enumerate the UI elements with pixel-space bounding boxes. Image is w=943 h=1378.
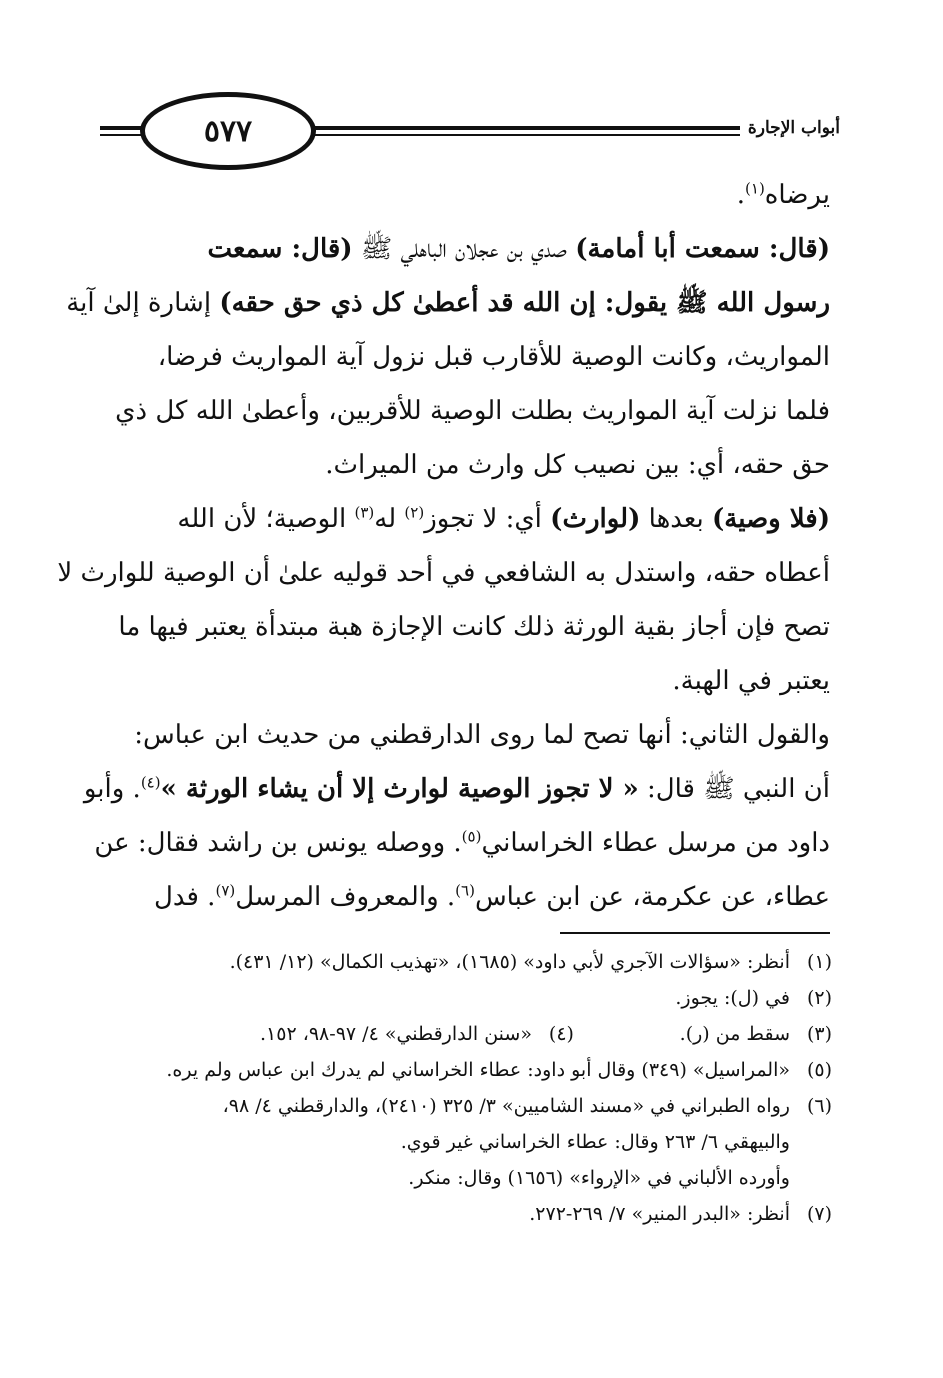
text-line: [103, 654, 830, 708]
text-segment: أن النبي ﷺ قال:: [638, 774, 830, 804]
footnote: [120, 1196, 832, 1232]
footnotes: [120, 944, 832, 1232]
footnote-marker[interactable]: (٣): [354, 503, 375, 522]
footnote-marker[interactable]: (٧): [215, 881, 236, 900]
footnote-text: «سنن الدارقطني» ٤/ ٩٧-٩٨، ١٥٢.: [260, 1023, 532, 1045]
footnote-text: والبيهقي ٦/ ٢٦٣ وقال: عطاء الخراساني غير قوي.: [400, 1131, 790, 1153]
text-segment: تصح فإن أجاز بقية الورثة ذلك كانت الإجازة هبة مبتدأة يعتبر فيها ما: [118, 612, 830, 642]
text-segment: (قال: سمعت أبا أمامة): [575, 234, 830, 264]
header-title: أبواب الإجارة: [740, 118, 840, 138]
text-line: [103, 330, 830, 384]
footnote-number: (٤): [548, 1023, 574, 1045]
text-segment: يعتبر في الهبة.: [672, 666, 830, 696]
footnote-text: في (ل): يجوز.: [675, 987, 790, 1009]
footnote-number: (٣): [806, 1023, 832, 1045]
text-segment: إشارة إلىٰ آية: [66, 288, 220, 318]
text-segment: . وأبو: [83, 774, 141, 804]
text-line: [83, 762, 830, 816]
text-line: [57, 546, 830, 600]
text-segment: حق حقه، أي: بين نصيب كل وارث من الميراث.: [325, 450, 830, 480]
footnote-text: «المراسيل» (٣٤٩) وقال أبو داود: عطاء الخراساني لم يدرك ابن عباس ولم يره.: [166, 1059, 790, 1081]
footnote-marker[interactable]: (٢): [404, 503, 425, 522]
footnote-marker[interactable]: (١): [745, 179, 765, 198]
footnote: [120, 1160, 832, 1196]
footnote-number: (٥): [806, 1059, 832, 1081]
running-header: [100, 92, 840, 172]
text-line: [66, 276, 830, 330]
text-segment: الوصية؛ لأن الله: [177, 504, 355, 534]
footnote-text: سقط من (ر).: [679, 1023, 790, 1045]
text-line: [103, 492, 830, 546]
footnote-separator: [560, 932, 830, 934]
footnote-text: وأورده الألباني في «الإرواء» (١٦٥٦) وقال: منكر.: [408, 1167, 790, 1189]
text-segment: . ووصله يونس بن راشد فقال: عن: [94, 828, 462, 858]
footnote: [120, 1016, 832, 1052]
footnote-marker[interactable]: (٤): [140, 773, 161, 792]
footnote: [120, 980, 832, 1016]
text-line: [103, 438, 830, 492]
text-segment: بعدها: [640, 504, 712, 534]
footnote-marker[interactable]: (٦): [455, 881, 475, 900]
text-segment: له: [374, 504, 405, 534]
text-segment: (قال: سمعت: [207, 234, 353, 264]
text-segment: فلما نزلت آية المواريث بطلت الوصية للأقربين، وأعطىٰ الله كل ذي: [115, 396, 830, 426]
footnote-inline-second: [260, 1016, 574, 1052]
text-line: [103, 600, 830, 654]
footnote-number: (٧): [806, 1203, 832, 1225]
text-line: [103, 870, 830, 924]
text-segment: . فدل: [153, 882, 216, 912]
footnote: [120, 944, 832, 980]
footnote: [120, 1052, 832, 1088]
text-segment: والقول الثاني: أنها تصح لما روى الدارقطني من حديث ابن عباس:: [134, 720, 830, 750]
footnote-number: (١): [806, 951, 832, 973]
text-segment: يرضاه: [764, 180, 830, 210]
text-segment: (لوارث): [550, 504, 641, 534]
text-line: [94, 816, 830, 870]
footnote-text: رواه الطبراني في «مسند الشاميين» ٣/ ٣٢٥ (٢٤١٠)، والدارقطني ٤/ ٩٨،: [222, 1095, 790, 1117]
text-segment: . والمعروف المرسل: [235, 882, 456, 912]
footnote: [120, 1088, 832, 1124]
footnote-number: (٦): [806, 1095, 832, 1117]
footnote-number: (٢): [806, 987, 832, 1009]
page-number: ٥٧٧: [140, 92, 316, 170]
main-text: [57, 168, 830, 924]
text-line: [103, 168, 830, 222]
text-segment: (فلا وصية): [711, 504, 830, 534]
text-segment: رسول الله ﷺ يقول: إن الله قد أعطىٰ كل ذي حق حقه): [219, 288, 830, 318]
text-line: [103, 384, 830, 438]
footnote-text: أنظر: «سؤالات الآجري لأبي داود» (١٦٨٥)، «تهذيب الكمال» (١٢/ ٤٣١).: [229, 951, 790, 973]
text-segment: المواريث، وكانت الوصية للأقارب قبل نزول آية المواريث فرضا،: [157, 342, 830, 372]
text-segment: .: [736, 180, 746, 210]
text-segment: صدي بن عجلان الباهلي ﷺ: [352, 234, 576, 264]
text-segment: داود من مرسل عطاء الخراساني: [481, 828, 830, 858]
text-segment: عطاء، عن عكرمة، عن ابن عباس: [474, 882, 830, 912]
text-segment: أي: لا تجوز: [424, 504, 551, 534]
text-line: [103, 222, 830, 276]
footnote-marker[interactable]: (٥): [461, 827, 482, 846]
text-segment: « لا تجوز الوصية لوارث إلا أن يشاء الورثة »: [160, 774, 639, 804]
text-line: [103, 708, 830, 762]
footnote-text: أنظر: «البدر المنير» ٧/ ٢٦٩-٢٧٢.: [529, 1203, 790, 1225]
text-segment: أعطاه حقه، واستدل به الشافعي في أحد قوليه علىٰ أن الوصية للوارث لا: [57, 558, 830, 588]
footnote: [120, 1124, 832, 1160]
